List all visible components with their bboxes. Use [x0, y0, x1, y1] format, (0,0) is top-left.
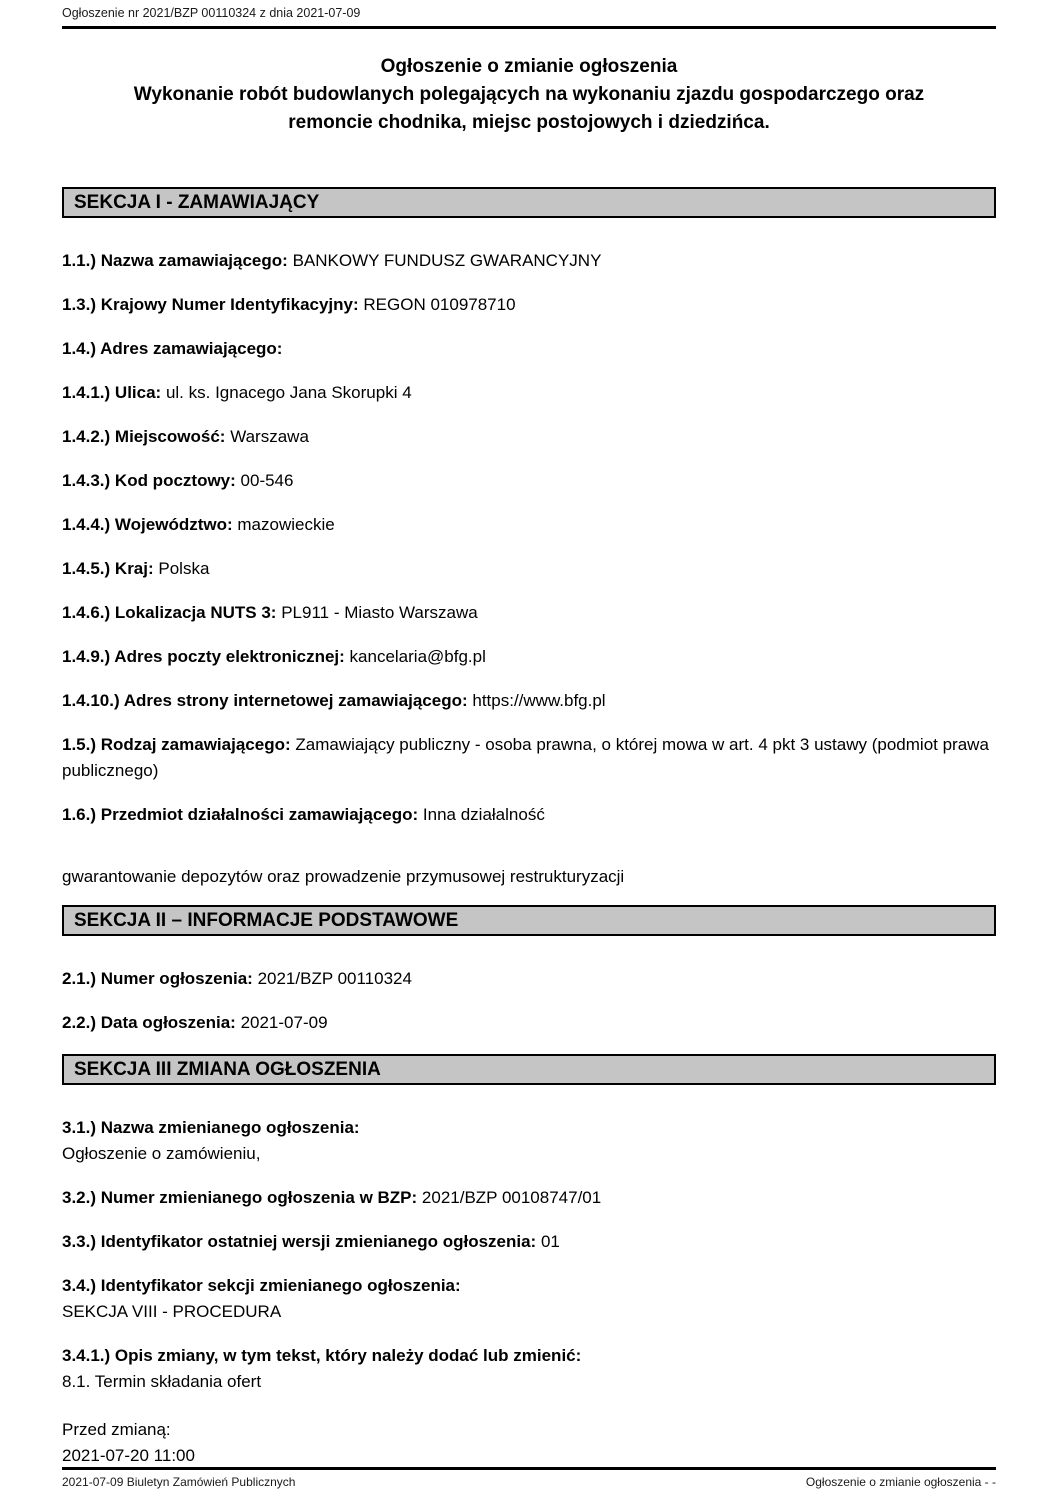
field-label: 1.4.9.) Adres poczty elektronicznej:	[62, 647, 345, 666]
field-adres-poczty-elektronicznej	[62, 644, 996, 670]
field-label: 1.4.6.) Lokalizacja NUTS 3:	[62, 603, 277, 622]
field-identyfikator-sekcji	[62, 1273, 996, 1325]
field-numer-zmienianego-ogloszenia-bzp	[62, 1185, 996, 1211]
footer-left-text: 2021-07-09 Biuletyn Zamówień Publicznych	[62, 1475, 296, 1489]
field-label: 1.3.) Krajowy Numer Identyfikacyjny:	[62, 295, 359, 314]
field-value: SEKCJA VIII - PROCEDURA	[62, 1302, 282, 1321]
before-change-value: 2021-07-20 11:00	[62, 1446, 195, 1465]
field-value: mazowieckie	[237, 515, 335, 534]
field-ulica	[62, 380, 996, 406]
field-label: 3.1.) Nazwa zmienianego ogłoszenia:	[62, 1118, 360, 1137]
section-3-title: SEKCJA III ZMIANA OGŁOSZENIA	[74, 1059, 381, 1080]
field-data-ogloszenia	[62, 1010, 996, 1036]
title-line-contract-name-2: remoncie chodnika, miejsc postojowych i dziedzińca.	[288, 112, 770, 133]
field-label: 1.5.) Rodzaj zamawiającego:	[62, 735, 291, 754]
before-change-block	[62, 1417, 996, 1469]
field-lokalizacja-nuts3	[62, 600, 996, 626]
section-2-title: SEKCJA II – INFORMACJE PODSTAWOWE	[74, 910, 459, 931]
field-value: PL911 - Miasto Warszawa	[281, 603, 478, 622]
section-1-title: SEKCJA I - ZAMAWIAJĄCY	[74, 192, 320, 213]
field-label: 1.4.2.) Miejscowość:	[62, 427, 226, 446]
field-value: https://www.bfg.pl	[472, 691, 606, 710]
field-label: 1.4.) Adres zamawiającego:	[62, 339, 283, 358]
title-line-announcement-type: Ogłoszenie o zmianie ogłoszenia	[380, 56, 678, 77]
header-divider	[62, 26, 996, 29]
field-value: BANKOWY FUNDUSZ GWARANCYJNY	[292, 251, 602, 270]
field-wojewodztwo	[62, 512, 996, 538]
field-value: REGON 010978710	[363, 295, 516, 314]
field-value: 8.1. Termin składania ofert	[62, 1372, 262, 1391]
page-footer	[62, 1467, 996, 1489]
field-value: 00-546	[240, 471, 294, 490]
field-value: 2021/BZP 00108747/01	[421, 1188, 602, 1207]
field-nazwa-zmienianego-ogloszenia	[62, 1115, 996, 1167]
field-krajowy-numer-identyfikacyjny	[62, 292, 996, 318]
before-change-label: Przed zmianą:	[62, 1420, 171, 1439]
field-rodzaj-zamawiajacego	[62, 732, 996, 784]
field-label: 2.2.) Data ogłoszenia:	[62, 1013, 236, 1032]
field-value: Inna działalność	[422, 805, 545, 824]
field-nazwa-zamawiajacego	[62, 248, 996, 274]
field-value: Polska	[158, 559, 210, 578]
activity-description-note: gwarantowanie depozytów oraz prowadzenie przymusowej restrukturyzacji	[62, 867, 625, 886]
field-value: 01	[540, 1232, 560, 1251]
field-label: 1.4.10.) Adres strony internetowej zamawiającego:	[62, 691, 468, 710]
field-label: 2.1.) Numer ogłoszenia:	[62, 969, 253, 988]
section-1-header	[62, 187, 996, 218]
field-miejscowosc	[62, 424, 996, 450]
field-value: Ogłoszenie o zamówieniu,	[62, 1144, 261, 1163]
field-numer-ogloszenia	[62, 966, 996, 992]
footer-right-text: Ogłoszenie o zmianie ogłoszenia - -	[805, 1475, 996, 1489]
field-label: 1.4.4.) Województwo:	[62, 515, 233, 534]
field-opis-zmiany	[62, 1343, 996, 1395]
field-value: 2021/BZP 00110324	[257, 969, 412, 988]
field-label: 1.1.) Nazwa zamawiającego:	[62, 251, 288, 270]
field-value: ul. ks. Ignacego Jana Skorupki 4	[165, 383, 412, 402]
field-value: Zamawiający publiczny - osoba prawna, o której mowa w art. 4 pkt 3 ustawy (podmiot prawa publicznego)	[62, 735, 989, 780]
field-label: 3.4.1.) Opis zmiany, w tym tekst, który należy dodać lub zmienić:	[62, 1346, 582, 1365]
document-number-header: Ogłoszenie nr 2021/BZP 00110324 z dnia 2021-07-09	[62, 6, 361, 20]
field-value: 2021-07-09	[240, 1013, 328, 1032]
field-przedmiot-dzialalnosci	[62, 802, 996, 828]
field-identyfikator-ostatniej-wersji	[62, 1229, 996, 1255]
field-label: 1.4.5.) Kraj:	[62, 559, 154, 578]
section-2-header	[62, 905, 996, 936]
field-value: kancelaria@bfg.pl	[349, 647, 486, 666]
field-label: 1.4.1.) Ulica:	[62, 383, 162, 402]
title-line-contract-name-1: Wykonanie robót budowlanych polegających na wykonaniu zjazdu gospodarczego oraz	[133, 84, 925, 105]
field-value: Warszawa	[230, 427, 309, 446]
field-kraj	[62, 556, 996, 582]
field-label: 3.4.) Identyfikator sekcji zmienianego ogłoszenia:	[62, 1276, 461, 1295]
field-label: 3.3.) Identyfikator ostatniej wersji zmienianego ogłoszenia:	[62, 1232, 537, 1251]
field-adres-strony-internetowej	[62, 688, 996, 714]
document-title	[62, 53, 996, 137]
field-label: 1.4.3.) Kod pocztowy:	[62, 471, 236, 490]
field-label: 1.6.) Przedmiot działalności zamawiającego:	[62, 805, 419, 824]
field-kod-pocztowy	[62, 468, 996, 494]
field-adres-zamawiajacego	[62, 336, 996, 362]
field-label: 3.2.) Numer zmienianego ogłoszenia w BZP:	[62, 1188, 418, 1207]
section-3-header	[62, 1054, 996, 1085]
